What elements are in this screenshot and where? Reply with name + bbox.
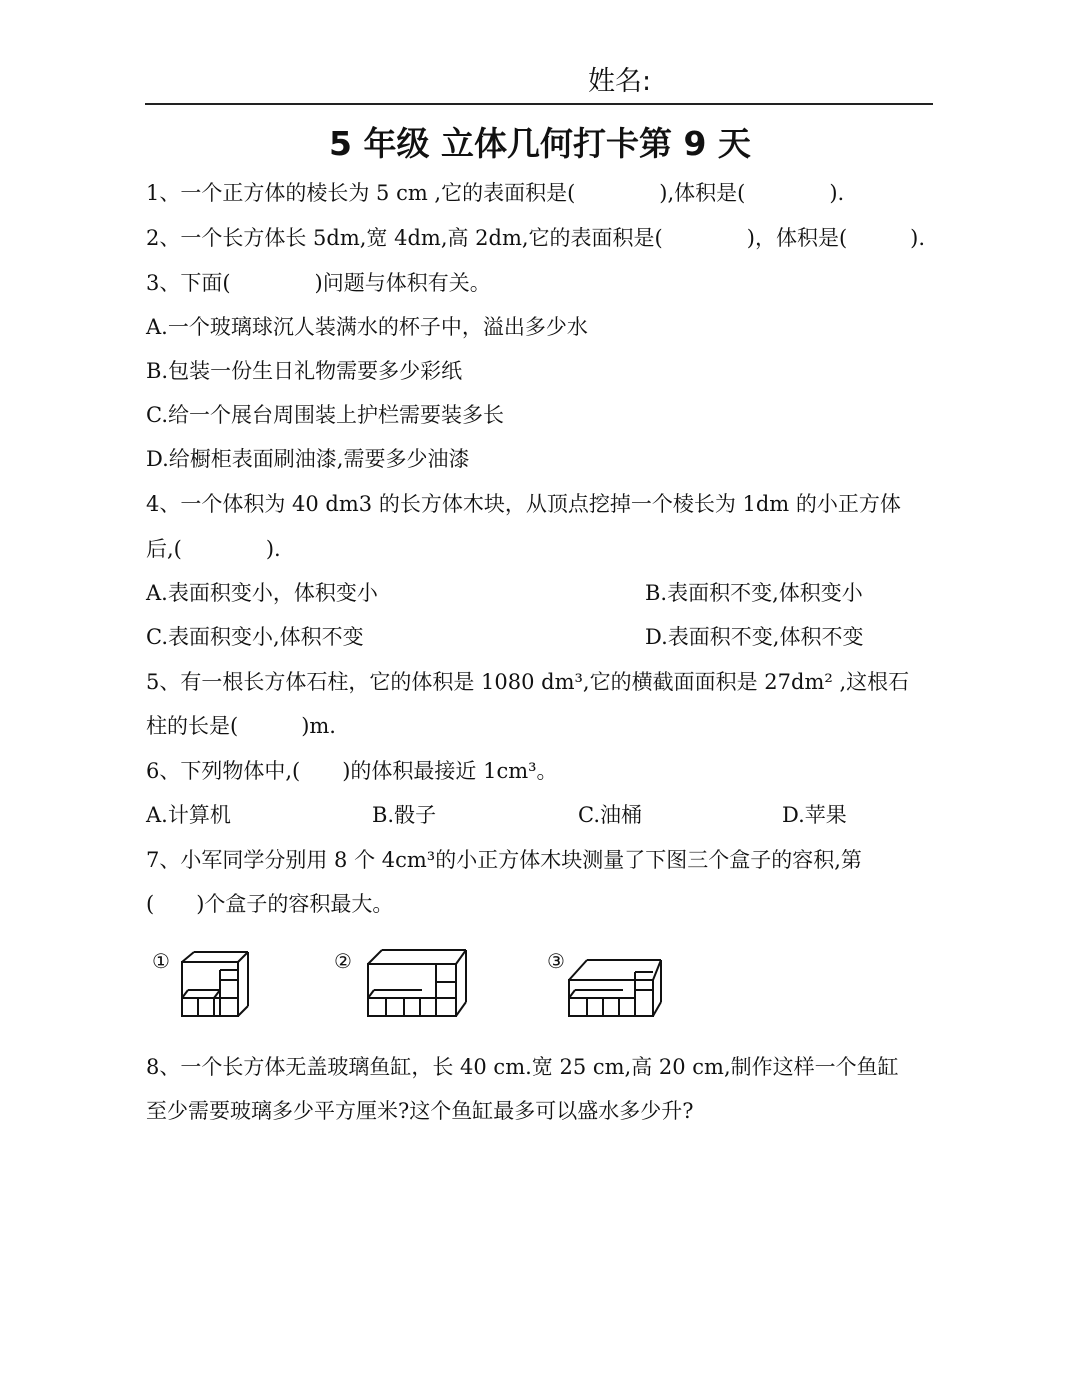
question-6: 6、下列物体中,( )的体积最接近 1cm³。 [146,759,558,783]
question-3-option-a: A.一个玻璃球沉人装满水的杯子中，溢出多少水 [146,315,588,339]
figure-1-label: ① [152,949,170,973]
question-5-line-1: 5、有一根长方体石柱，它的体积是 1080 dm³,它的横截面面积是 27dm² ,这根石 [146,670,910,694]
question-6-option-c: C.油桶 [578,803,642,827]
question-7-line-1: 7、小军同学分别用 8 个 4cm³的小正方体木块测量了下图三个盒子的容积,第 [146,848,862,872]
worksheet-title: 5 年级 立体几何打卡第 9 天 [329,124,751,163]
name-underline [145,103,933,105]
question-2: 2、一个长方体长 5dm,宽 4dm,高 2dm,它的表面积是( )，体积是( ). [146,226,926,250]
question-6-option-b: B.骰子 [372,803,437,827]
box-figure-3 [545,944,670,1024]
box-figure-2 [332,944,467,1024]
question-1: 1、一个正方体的棱长为 5 cm ,它的表面积是( ),体积是( ). [146,181,845,205]
name-label: 姓名: [588,66,652,97]
question-4-option-d: D.表面积不变,体积不变 [645,625,864,649]
question-4-line-2: 后,( ). [146,537,281,561]
question-5-line-2: 柱的长是( )m. [146,714,336,738]
question-3-option-d: D.给橱柜表面刷油漆,需要多少油漆 [146,447,470,471]
figure-2-label: ② [334,949,352,973]
question-4-option-c: C.表面积变小,体积不变 [146,625,364,649]
question-4-option-b: B.表面积不变,体积变小 [645,581,863,605]
box-figure-1 [150,944,260,1024]
question-4-option-a: A.表面积变小，体积变小 [146,581,378,605]
question-3: 3、下面( )问题与体积有关。 [146,271,491,295]
question-6-option-d: D.苹果 [782,803,847,827]
question-7-line-2: ( )个盒子的容积最大。 [146,892,394,916]
question-8-line-1: 8、一个长方体无盖玻璃鱼缸，长 40 cm.宽 25 cm,高 20 cm,制作这样一个鱼缸 [146,1055,899,1079]
question-6-option-a: A.计算机 [146,803,231,827]
question-8-line-2: 至少需要玻璃多少平方厘米?这个鱼缸最多可以盛水多少升? [146,1099,694,1123]
question-4-line-1: 4、一个体积为 40 dm3 的长方体木块，从顶点挖掉一个棱长为 1dm 的小正方体 [146,492,901,516]
question-3-option-b: B.包装一份生日礼物需要多少彩纸 [146,359,463,383]
question-3-option-c: C.给一个展台周围装上护栏需要装多长 [146,403,504,427]
figure-3-label: ③ [547,949,565,973]
